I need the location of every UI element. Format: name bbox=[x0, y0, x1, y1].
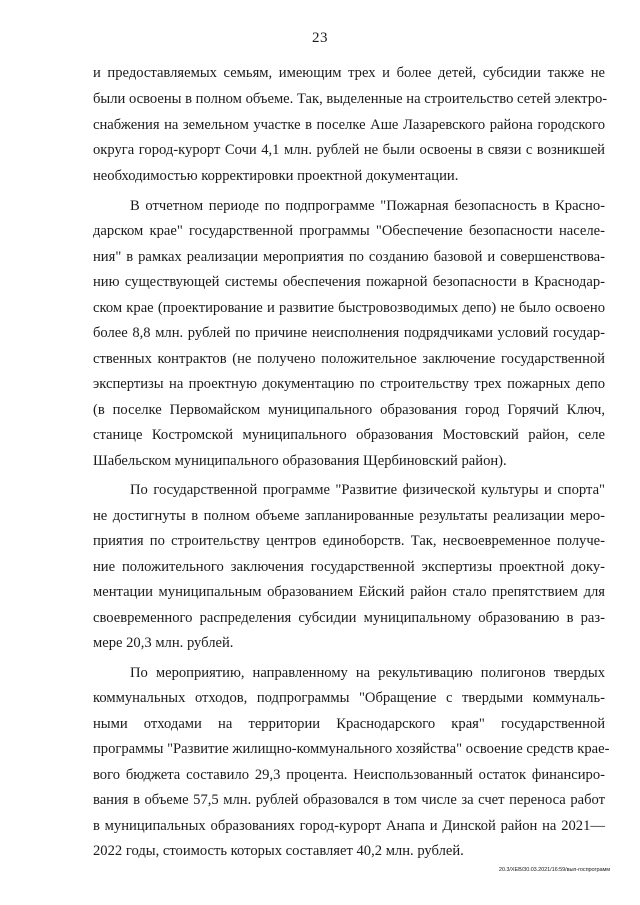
text-line: В отчетном периоде по подпрограмме "Пожарная безопасность в Красно- bbox=[130, 198, 605, 214]
text-line: ственных контрактов (не получено положительное заключение государственной bbox=[93, 351, 605, 367]
text-line: станице Костромской муниципального образования Мостовский район, селе bbox=[93, 427, 605, 443]
text-line: нию существующей системы обеспечения пожарной безопасности в Краснодар- bbox=[93, 274, 605, 290]
text-line: ском крае (проектирование и развитие быстровозводимых депо) не было освоено bbox=[93, 300, 605, 316]
text-line: снабжения на земельном участке в поселке Аше Лазаревского района городского bbox=[93, 117, 605, 133]
text-line: округа город-курорт Сочи 4,1 млн. рублей не были освоены в связи с возникшей bbox=[93, 142, 605, 158]
text-line: более 8,8 млн. рублей по причине неисполнения подрядчиками условий государ- bbox=[93, 325, 605, 341]
text-line: По мероприятию, направленному на рекультивацию полигонов твердых bbox=[130, 665, 605, 681]
text-line: мере 20,3 млн. рублей. bbox=[93, 635, 234, 651]
text-line: вания в объеме 57,5 млн. рублей образовался в том числе за счет переноса работ bbox=[93, 792, 605, 808]
text-line: ными отходами на территории Краснодарского края" государственной bbox=[93, 716, 605, 732]
text-line: ментации муниципальным образованием Ейский район стало препятствием для bbox=[93, 584, 605, 600]
text-line: (в поселке Первомайском муниципального образования город Горячий Ключ, bbox=[93, 402, 605, 418]
text-line: ния" в рамках реализации мероприятия по созданию базовой и совершенствова- bbox=[93, 249, 605, 265]
text-line: экспертизы на проектную документацию по строительству трех пожарных депо bbox=[93, 376, 605, 392]
text-line: необходимостью корректировки проектной документации. bbox=[93, 168, 459, 184]
text-line: 2022 годы, стоимость которых составляет 40,2 млн. рублей. bbox=[93, 843, 464, 859]
text-line: не достигнуты в полном объеме запланированные результаты реализации меро- bbox=[93, 508, 605, 524]
text-line: вого бюджета составило 29,3 процента. Неиспользованный остаток финансиро- bbox=[93, 767, 605, 783]
text-line: были освоены в полном объеме. Так, выделенные на строительство сетей электро- bbox=[93, 91, 608, 107]
text-line: и предоставляемых семьям, имеющим трех и более детей, субсидии также не bbox=[93, 65, 605, 81]
text-line: коммунальных отходов, подпрограммы "Обращение с твердыми коммуналь- bbox=[93, 690, 605, 706]
page-number: 23 bbox=[312, 30, 328, 46]
text-line: По государственной программе "Развитие физической культуры и спорта" bbox=[130, 482, 605, 498]
text-line: в муниципальных образованиях город-курорт Анапа и Динской район на 2021— bbox=[93, 818, 605, 834]
text-line: приятия по строительству центров единоборств. Так, несвоевременное получе- bbox=[93, 533, 605, 549]
text-line: ние положительного заключения государственной экспертизы проектной доку- bbox=[93, 559, 605, 575]
text-line: Шабельском муниципального образования Щербиновский район). bbox=[93, 453, 507, 469]
text-line: дарском крае" государственной программы "Обеспечение безопасности населе- bbox=[93, 223, 605, 239]
text-line: своевременного распределения субсидии муниципальному образованию в раз- bbox=[93, 610, 605, 626]
document-footer-code: 20.3/ХЕВ/30.03.2021/16:59/вып-госпрограмм bbox=[498, 867, 610, 873]
text-line: программы "Развитие жилищно-коммунального хозяйства" освоение средств крае- bbox=[93, 741, 610, 757]
